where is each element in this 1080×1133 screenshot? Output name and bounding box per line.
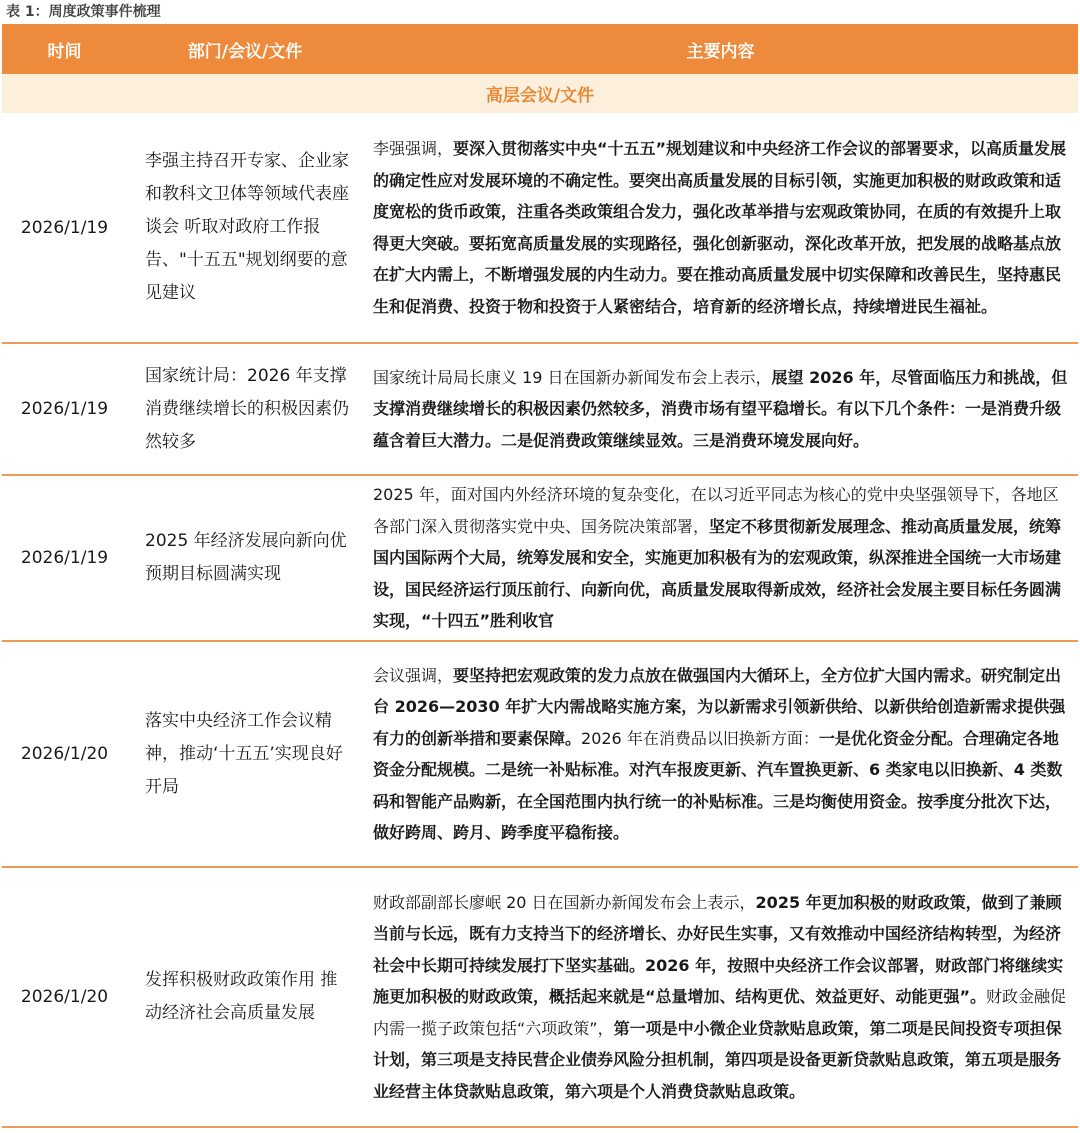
content-text: 2025 年，面对国内外经济环境的复杂变化，在以习近平同志为核心的党中央坚强领导下，各地区各部门深入贯彻落实党中央、国务院决策部署，: [373, 485, 1059, 536]
row-content: [363, 475, 1078, 641]
policy-events-table: [2, 24, 1078, 1128]
content-emphasis: 要坚持把宏观政策的发力点放在做强国内大循环上，全方位扩大国内需求。研究制定出台 2026—2030 年扩大内需战略实施方案，为以新需求引领新供给、以新供给创造新需求提供强有力的创新举措和要素保障。: [373, 665, 1066, 748]
content-text: 李强强调，: [373, 139, 454, 158]
header-dept: 部门/会议/文件: [127, 24, 363, 74]
content-text: 2026 年在消费品以旧换新方面：: [581, 728, 819, 748]
content-text: 财政金融促内需一揽子政策包括“六项政策”，: [373, 987, 1067, 1038]
table-row: [2, 113, 1078, 343]
row-content: [363, 641, 1078, 867]
row-date: 2026/1/20: [2, 867, 127, 1127]
table-row: [2, 641, 1078, 867]
content-emphasis: 要深入贯彻落实中央“十五五”规划建议和中央经济工作会议的部署要求，以高质量发展的确定性应对发展环境的不确定性。要突出高质量发展的目标引领，实施更加积极的财政政策和适度宽松的货币政策，注重各类政策组合发力，强化改革举措与宏观政策协同，在质的有效提升上取得更大突破。要拓宽高质量发展的实现路径，强化创新驱动，深化改革开放，把发展的战略基点放在扩大内需上，不断增强发展的内生动力。要在推动高质量发展中切实保障和改善民生，坚持惠民生和促消费、投资于物和投资于人紧密结合，培育新的经济增长点，持续增进民生福祉。: [373, 139, 1067, 316]
content-text: 财政部副部长廖岷 20 日在国新办新闻发布会上表示，: [373, 892, 756, 912]
row-dept: 李强主持召开专家、企业家和教科文卫体等领域代表座谈会 听取对政府工作报告、"十五五"规划纲要的意见建议: [127, 113, 363, 343]
row-dept: 发挥积极财政政策作用 推动经济社会高质量发展: [127, 867, 363, 1127]
content-emphasis: 一是优化资金分配。合理确定各地资金分配规模。二是统一补贴标准。对汽车报废更新、汽车置换更新、6 类家电以旧换新、4 类数码和智能产品购新，在全国范围内执行统一的补贴标准。三是均衡使用资金。按季度分批次下达，做好跨周、跨月、跨季度平稳衔接。: [373, 728, 1063, 842]
header-content: 主要内容: [363, 24, 1078, 74]
row-date: 2026/1/19: [2, 113, 127, 343]
table-header-row: [2, 24, 1078, 74]
row-date: 2026/1/19: [2, 343, 127, 475]
content-emphasis: 坚定不移贯彻新发展理念、推动高质量发展，统筹国内国际两个大局，统筹发展和安全，实施更加积极有为的宏观政策，纵深推进全国统一大市场建设，国民经济运行顶压前行、向新向优，高质量发展取得新成效，经济社会发展主要目标任务圆满实现，“十四五”胜利收官: [373, 516, 1062, 631]
row-dept: 2025 年经济发展向新向优 预期目标圆满实现: [127, 475, 363, 641]
section-title: 高层会议/文件: [2, 74, 1078, 113]
row-date: 2026/1/19: [2, 475, 127, 641]
row-content: [363, 113, 1078, 343]
content-emphasis: 2025 年更加积极的财政政策，做到了兼顾当前与长远，既有力支持当下的经济增长、办好民生实事，又有效推动中国经济结构转型，为经济社会中长期可持续发展打下坚实基础。2026 年，按照中央经济工作会议部署，财政部门将继续实施更加积极的财政政策，概括起来就是“总量增加、结构更优、效益更好、动能更强”。: [373, 892, 1064, 1007]
table-row: [2, 867, 1078, 1127]
section-row: [2, 74, 1078, 113]
table-caption: 表 1：周度政策事件梳理: [6, 4, 161, 20]
row-dept: 国家统计局：2026 年支撑消费继续增长的积极因素仍然较多: [127, 343, 363, 475]
row-content: [363, 343, 1078, 475]
content-emphasis: 展望 2026 年，尽管面临压力和挑战，但支撑消费继续增长的积极因素仍然较多，消费市场有望平稳增长。有以下几个条件：一是消费升级蕴含着巨大潜力。二是促消费政策继续显效。三是消费环境发展向好。: [373, 367, 1068, 450]
row-content: [363, 867, 1078, 1127]
content-text: 会议强调，: [373, 665, 454, 685]
content-emphasis: 第一项是中小微企业贷款贴息政策，第二项是民间投资专项担保计划，第三项是支持民营企业债券风险分担机制，第四项是设备更新贷款贴息政策，第五项是服务业经营主体贷款贴息政策，第六项是个人消费贷款贴息政策。: [373, 1018, 1062, 1101]
table-row: [2, 475, 1078, 641]
row-dept: 落实中央经济工作会议精神，推动‘十五五’实现良好开局: [127, 641, 363, 867]
table-row: [2, 343, 1078, 475]
row-date: 2026/1/20: [2, 641, 127, 867]
header-time: 时间: [2, 24, 127, 74]
content-text: 国家统计局局长康义 19 日在国新办新闻发布会上表示，: [373, 367, 772, 387]
